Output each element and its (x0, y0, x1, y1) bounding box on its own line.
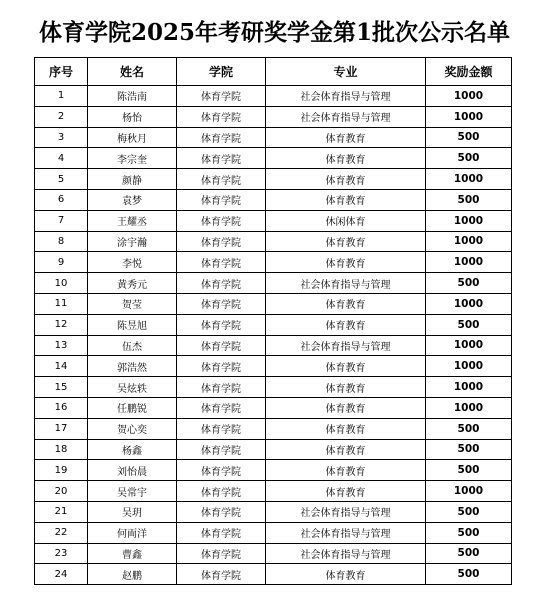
cell-major: 社会体育指导与管理 (266, 273, 426, 294)
cell-award: 500 (426, 439, 512, 460)
cell-major: 体育教育 (266, 169, 426, 190)
cell-college: 体育学院 (177, 106, 266, 127)
cell-number: 21 (35, 501, 88, 522)
cell-major: 体育教育 (266, 481, 426, 502)
table-header-row (35, 58, 512, 86)
column-header-major: 专业 (266, 58, 426, 86)
cell-award: 1000 (426, 169, 512, 190)
table-row (35, 252, 512, 273)
cell-number: 3 (35, 127, 88, 148)
cell-number: 7 (35, 210, 88, 231)
column-header-name: 姓名 (88, 58, 177, 86)
cell-number: 11 (35, 293, 88, 314)
cell-award: 500 (426, 522, 512, 543)
cell-number: 4 (35, 148, 88, 169)
cell-number: 14 (35, 356, 88, 377)
cell-major: 体育教育 (266, 231, 426, 252)
cell-name: 吴玥 (88, 501, 177, 522)
cell-name: 袁梦 (88, 189, 177, 210)
cell-award: 500 (426, 460, 512, 481)
cell-number: 5 (35, 169, 88, 190)
table-row (35, 564, 512, 585)
cell-major: 社会体育指导与管理 (266, 522, 426, 543)
cell-college: 体育学院 (177, 377, 266, 398)
cell-award: 1000 (426, 231, 512, 252)
table-row (35, 273, 512, 294)
cell-college: 体育学院 (177, 335, 266, 356)
cell-major: 休闲体育 (266, 210, 426, 231)
cell-major: 体育教育 (266, 189, 426, 210)
cell-name: 郭浩然 (88, 356, 177, 377)
cell-number: 1 (35, 86, 88, 107)
column-header-award: 奖励金额 (426, 58, 512, 86)
cell-name: 颜静 (88, 169, 177, 190)
cell-college: 体育学院 (177, 86, 266, 107)
table-body (35, 86, 512, 585)
cell-college: 体育学院 (177, 460, 266, 481)
cell-college: 体育学院 (177, 356, 266, 377)
table-row (35, 231, 512, 252)
cell-college: 体育学院 (177, 169, 266, 190)
cell-number: 6 (35, 189, 88, 210)
cell-name: 吴炫轶 (88, 377, 177, 398)
table-row (35, 127, 512, 148)
cell-award: 500 (426, 127, 512, 148)
cell-college: 体育学院 (177, 148, 266, 169)
cell-college: 体育学院 (177, 127, 266, 148)
cell-name: 贺莹 (88, 293, 177, 314)
cell-award: 1000 (426, 210, 512, 231)
cell-number: 16 (35, 397, 88, 418)
cell-number: 19 (35, 460, 88, 481)
cell-college: 体育学院 (177, 273, 266, 294)
cell-major: 体育教育 (266, 127, 426, 148)
table-row (35, 439, 512, 460)
cell-name: 刘怡晨 (88, 460, 177, 481)
table-row (35, 418, 512, 439)
cell-college: 体育学院 (177, 481, 266, 502)
table-row (35, 314, 512, 335)
table-row (35, 481, 512, 502)
cell-major: 社会体育指导与管理 (266, 335, 426, 356)
cell-award: 500 (426, 564, 512, 585)
table-row (35, 501, 512, 522)
scholarship-table (34, 57, 512, 585)
cell-major: 体育教育 (266, 439, 426, 460)
table-row (35, 522, 512, 543)
table-row (35, 189, 512, 210)
table-row (35, 543, 512, 564)
cell-major: 体育教育 (266, 252, 426, 273)
table-row (35, 460, 512, 481)
cell-award: 500 (426, 314, 512, 335)
cell-award: 1000 (426, 106, 512, 127)
cell-college: 体育学院 (177, 397, 266, 418)
cell-award: 1000 (426, 335, 512, 356)
cell-award: 1000 (426, 356, 512, 377)
cell-name: 陈昱旭 (88, 314, 177, 335)
cell-number: 17 (35, 418, 88, 439)
cell-award: 500 (426, 543, 512, 564)
cell-number: 15 (35, 377, 88, 398)
cell-college: 体育学院 (177, 501, 266, 522)
cell-name: 吴常宇 (88, 481, 177, 502)
cell-college: 体育学院 (177, 418, 266, 439)
cell-college: 体育学院 (177, 543, 266, 564)
cell-name: 杨怡 (88, 106, 177, 127)
cell-number: 12 (35, 314, 88, 335)
cell-major: 社会体育指导与管理 (266, 86, 426, 107)
column-header-number: 序号 (35, 58, 88, 86)
table-row (35, 169, 512, 190)
cell-college: 体育学院 (177, 210, 266, 231)
cell-name: 何両洋 (88, 522, 177, 543)
cell-college: 体育学院 (177, 522, 266, 543)
cell-college: 体育学院 (177, 252, 266, 273)
cell-number: 23 (35, 543, 88, 564)
cell-award: 1000 (426, 293, 512, 314)
table-row (35, 148, 512, 169)
cell-number: 9 (35, 252, 88, 273)
cell-major: 体育教育 (266, 460, 426, 481)
cell-major: 体育教育 (266, 314, 426, 335)
cell-name: 王耀丞 (88, 210, 177, 231)
cell-name: 伍杰 (88, 335, 177, 356)
cell-number: 20 (35, 481, 88, 502)
table-row (35, 106, 512, 127)
cell-name: 梅秋月 (88, 127, 177, 148)
page-title: 体育学院2025年考研奖学金第1批次公示名单 (38, 19, 511, 46)
cell-name: 赵鹏 (88, 564, 177, 585)
cell-name: 曹鑫 (88, 543, 177, 564)
cell-name: 李悦 (88, 252, 177, 273)
cell-award: 1000 (426, 397, 512, 418)
cell-major: 体育教育 (266, 293, 426, 314)
cell-award: 500 (426, 418, 512, 439)
cell-name: 黄秀元 (88, 273, 177, 294)
cell-number: 22 (35, 522, 88, 543)
table-row (35, 397, 512, 418)
cell-name: 李宗奎 (88, 148, 177, 169)
cell-award: 500 (426, 273, 512, 294)
cell-award: 1000 (426, 481, 512, 502)
cell-number: 13 (35, 335, 88, 356)
table-row (35, 377, 512, 398)
cell-name: 涂宇瀚 (88, 231, 177, 252)
cell-award: 1000 (426, 377, 512, 398)
cell-college: 体育学院 (177, 314, 266, 335)
cell-college: 体育学院 (177, 231, 266, 252)
cell-major: 社会体育指导与管理 (266, 543, 426, 564)
cell-major: 体育教育 (266, 377, 426, 398)
cell-major: 体育教育 (266, 564, 426, 585)
cell-major: 体育教育 (266, 418, 426, 439)
table-row (35, 210, 512, 231)
cell-major: 社会体育指导与管理 (266, 106, 426, 127)
cell-major: 社会体育指导与管理 (266, 501, 426, 522)
cell-name: 贺心奕 (88, 418, 177, 439)
table-row (35, 335, 512, 356)
cell-college: 体育学院 (177, 293, 266, 314)
cell-number: 8 (35, 231, 88, 252)
cell-college: 体育学院 (177, 564, 266, 585)
cell-award: 1000 (426, 252, 512, 273)
cell-name: 任鹏锐 (88, 397, 177, 418)
cell-number: 18 (35, 439, 88, 460)
cell-award: 1000 (426, 86, 512, 107)
cell-number: 10 (35, 273, 88, 294)
cell-name: 杨鑫 (88, 439, 177, 460)
table-row (35, 293, 512, 314)
cell-major: 体育教育 (266, 397, 426, 418)
column-header-college: 学院 (177, 58, 266, 86)
cell-award: 500 (426, 148, 512, 169)
cell-number: 2 (35, 106, 88, 127)
cell-award: 500 (426, 189, 512, 210)
cell-number: 24 (35, 564, 88, 585)
table-row (35, 356, 512, 377)
cell-major: 体育教育 (266, 356, 426, 377)
table-row (35, 86, 512, 107)
cell-name: 陈浩南 (88, 86, 177, 107)
cell-award: 500 (426, 501, 512, 522)
cell-major: 体育教育 (266, 148, 426, 169)
cell-college: 体育学院 (177, 439, 266, 460)
cell-college: 体育学院 (177, 189, 266, 210)
